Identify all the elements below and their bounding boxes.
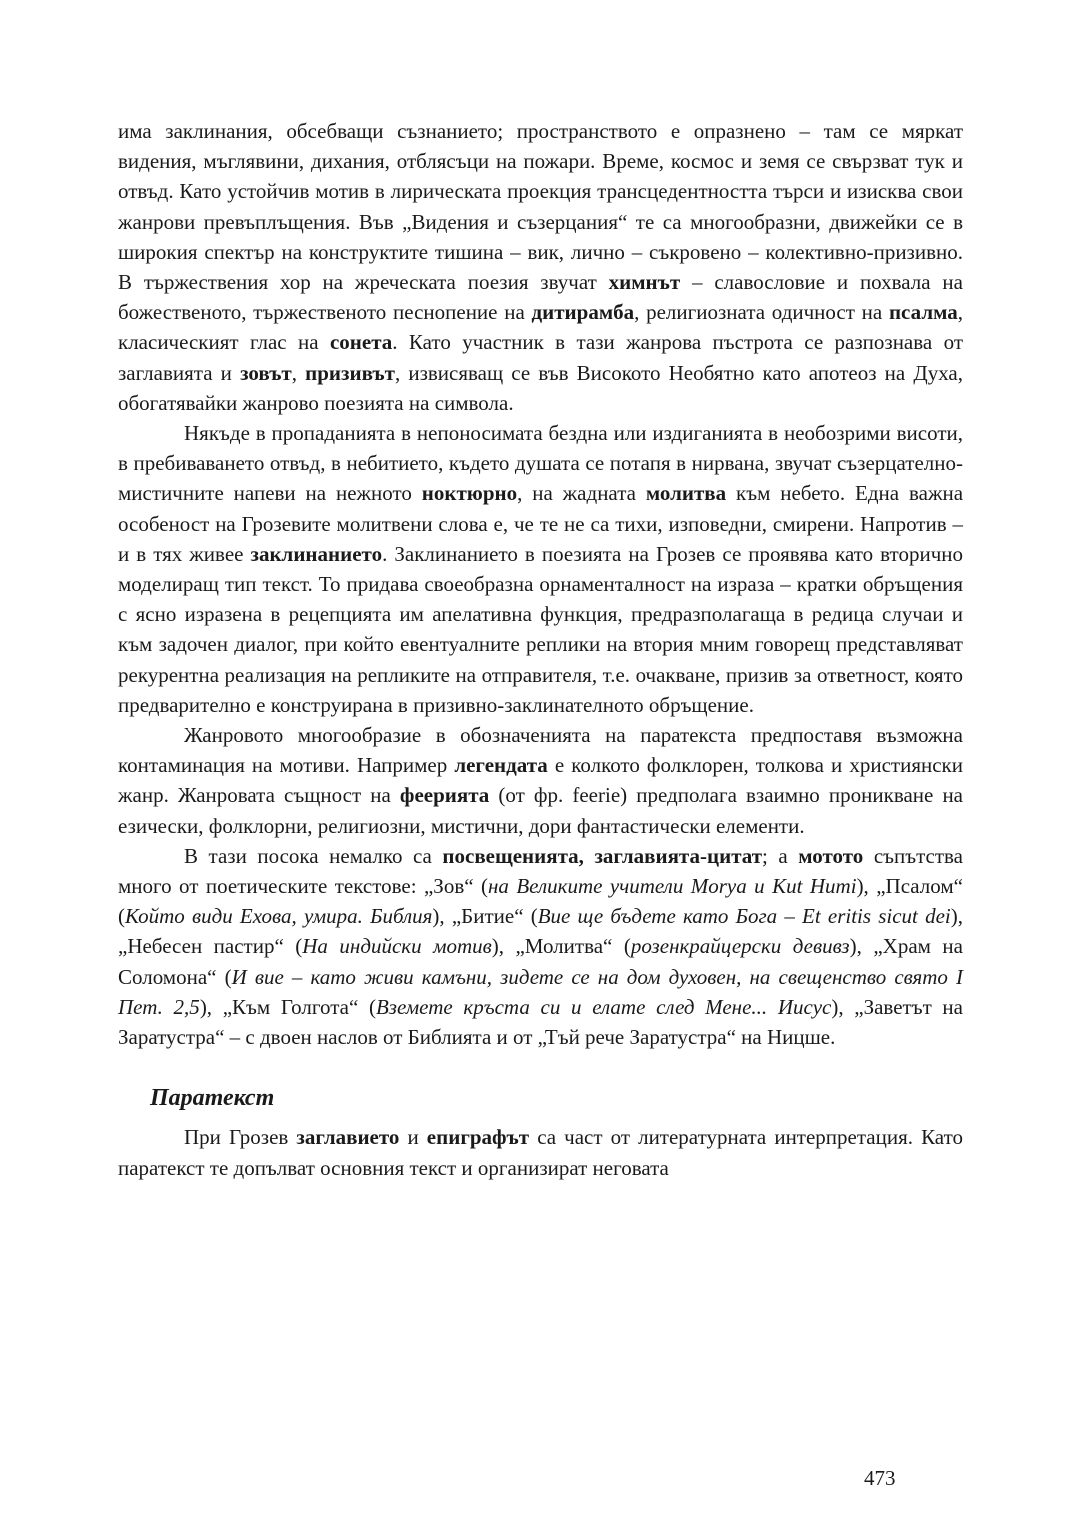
- italic-epigraph: И вие – като живи камъни, зидете се на дом духовен, на свещенство свято I Пет. 2,5: [118, 964, 963, 1019]
- text-run: ), „Към Голгота“ (: [199, 994, 376, 1019]
- text-run: , религиозната одичност на: [634, 300, 889, 325]
- bold-term: заглавието: [296, 1125, 400, 1150]
- bold-term: заклинанието: [250, 541, 383, 566]
- text-run: , извисяващ се във Високото Необятно като апотеоз на Духа, обогатявайки жанрово поезията на символа.: [118, 360, 964, 415]
- bold-term: молитва: [645, 481, 727, 506]
- paragraph-4: [118, 841, 963, 1052]
- text-run: има заклинания, обсебващи съзнанието; пространството е опразнено – там се мяркат видения, мъглявини, дихания, отблясъци на пожари. Време, космос и земя се свързват тук и отвъд. Като устойчив мотив в лирическата проекция трансцедентността търси и изисква свои жанрови превъплъщения. Във „Видения и съзерцания“ те са многообразни, движейки се в широкия спектър на конструктите тишина – вик, лично – съкровено – колективно-призивно. В тържествения хор на жреческата поезия звучат: [118, 119, 963, 295]
- paragraph-3: [118, 720, 963, 841]
- bold-term: химнът: [608, 270, 681, 295]
- italic-epigraph: розенкрайцерски девивз: [630, 934, 850, 959]
- bold-term: дитирамба: [531, 300, 635, 325]
- text-run: ), „Псалом“ (: [118, 874, 963, 929]
- bold-term: мотото: [798, 843, 864, 868]
- bold-term: призивът: [305, 360, 395, 385]
- text-run: и: [399, 1125, 427, 1150]
- text-run: Жанровото многообразие в обозначенията на паратекста предпоставя възможна контаминация на мотиви. Например: [118, 723, 963, 778]
- bold-term: ноктюрно: [421, 481, 518, 506]
- text-run: В тази посока немалко са: [184, 843, 443, 868]
- italic-epigraph: На индийски мотив: [302, 934, 492, 959]
- text-run: ), „Небесен пастир“ (: [118, 904, 963, 959]
- text-run: , на жадната: [517, 481, 646, 506]
- bold-term: легендата: [454, 753, 548, 778]
- bold-term: сонета: [329, 330, 393, 355]
- bold-term: феерията: [399, 783, 490, 808]
- text-run: съпътства много от поетическите текстове: „Зов“ (: [118, 843, 963, 899]
- paragraph-1: [118, 116, 963, 418]
- bold-term: зовът: [240, 360, 292, 385]
- text-run: – славословие и похвала на божественото, тържественото песнопение на: [118, 270, 963, 325]
- text-run: , класическият глас на: [118, 300, 964, 355]
- bold-term: посвещенията, заглавията-цитат: [442, 843, 763, 868]
- italic-epigraph: Вие ще бъдете като Бога – Et eritis sicut dei: [537, 904, 951, 929]
- bold-term: псалма: [888, 300, 958, 325]
- italic-epigraph: Който види Ехова, умира. Библия: [125, 904, 433, 929]
- section-heading: Паратекст: [150, 1085, 275, 1112]
- text-run: ,: [291, 360, 306, 385]
- text-run: При Грозев: [184, 1125, 297, 1150]
- text-run: (от фр. feerie) предполага взаимно проникване на езически, фолклорни, религиозни, мистични, дори фантастически елементи.: [118, 783, 964, 838]
- italic-epigraph: на Великите учители Morya и Kut Huтi: [488, 874, 857, 899]
- text-run: е колкото фолклорен, толкова и християнски жанр. Жанровата същност на: [118, 753, 963, 808]
- text-run: ), „Молитва“ (: [491, 934, 631, 959]
- text-run: . Като участник в тази жанрова пъстрота се разпознава от заглавията и: [118, 330, 963, 385]
- text-run: ), „Битие“ (: [432, 904, 538, 929]
- paragraph-5: [118, 1122, 963, 1182]
- text-run: ), „Храм на Соломона“ (: [118, 934, 963, 989]
- paragraph-2: [118, 418, 963, 720]
- page-number: 473: [864, 1466, 896, 1490]
- bold-term: епиграфът: [426, 1125, 530, 1150]
- text-run: Някъде в пропаданията в непоносимата бездна или издиганията в необозрими висоти, в пребиваването отвъд, в небитието, където душата се потапя в нирвана, звучат съзерцателно-мистичните напеви на нежното: [118, 421, 963, 506]
- text-run: са част от литературната интерпретация. Като паратекст те допълват основния текст и организират неговата: [118, 1125, 963, 1180]
- text-run: ; а: [762, 843, 799, 868]
- italic-epigraph: Вземете кръста си и елате след Мене... Иисус: [375, 994, 832, 1019]
- text-run: . Заклинанието в поезията на Грозев се проявява като вторично моделиращ тип текст. То придава своеобразна орнаменталност на израза – кратки обръщения с ясно изразена в рецепцията им апелативна функция, предразполагаща в редица случаи и към задочен диалог, при който евентуалните реплики на втория мним говорещ представляват рекурентна реализация на репликите на отправителя, т.е. очакване, призив за ответност, която предварително е конструирана в призивно-заклинателното обръщение.: [118, 541, 963, 717]
- page-body: [118, 116, 963, 1183]
- text-run: ), „Заветът на Заратустра“ – с двоен наслов от Библията и от „Тъй рече Заратустра“ на Ницше.: [118, 994, 963, 1050]
- text-run: към небето. Една важна особеност на Грозевите молитвени слова е, че те не са тихи, изповедни, смирени. Напротив – и в тях живее: [118, 481, 964, 566]
